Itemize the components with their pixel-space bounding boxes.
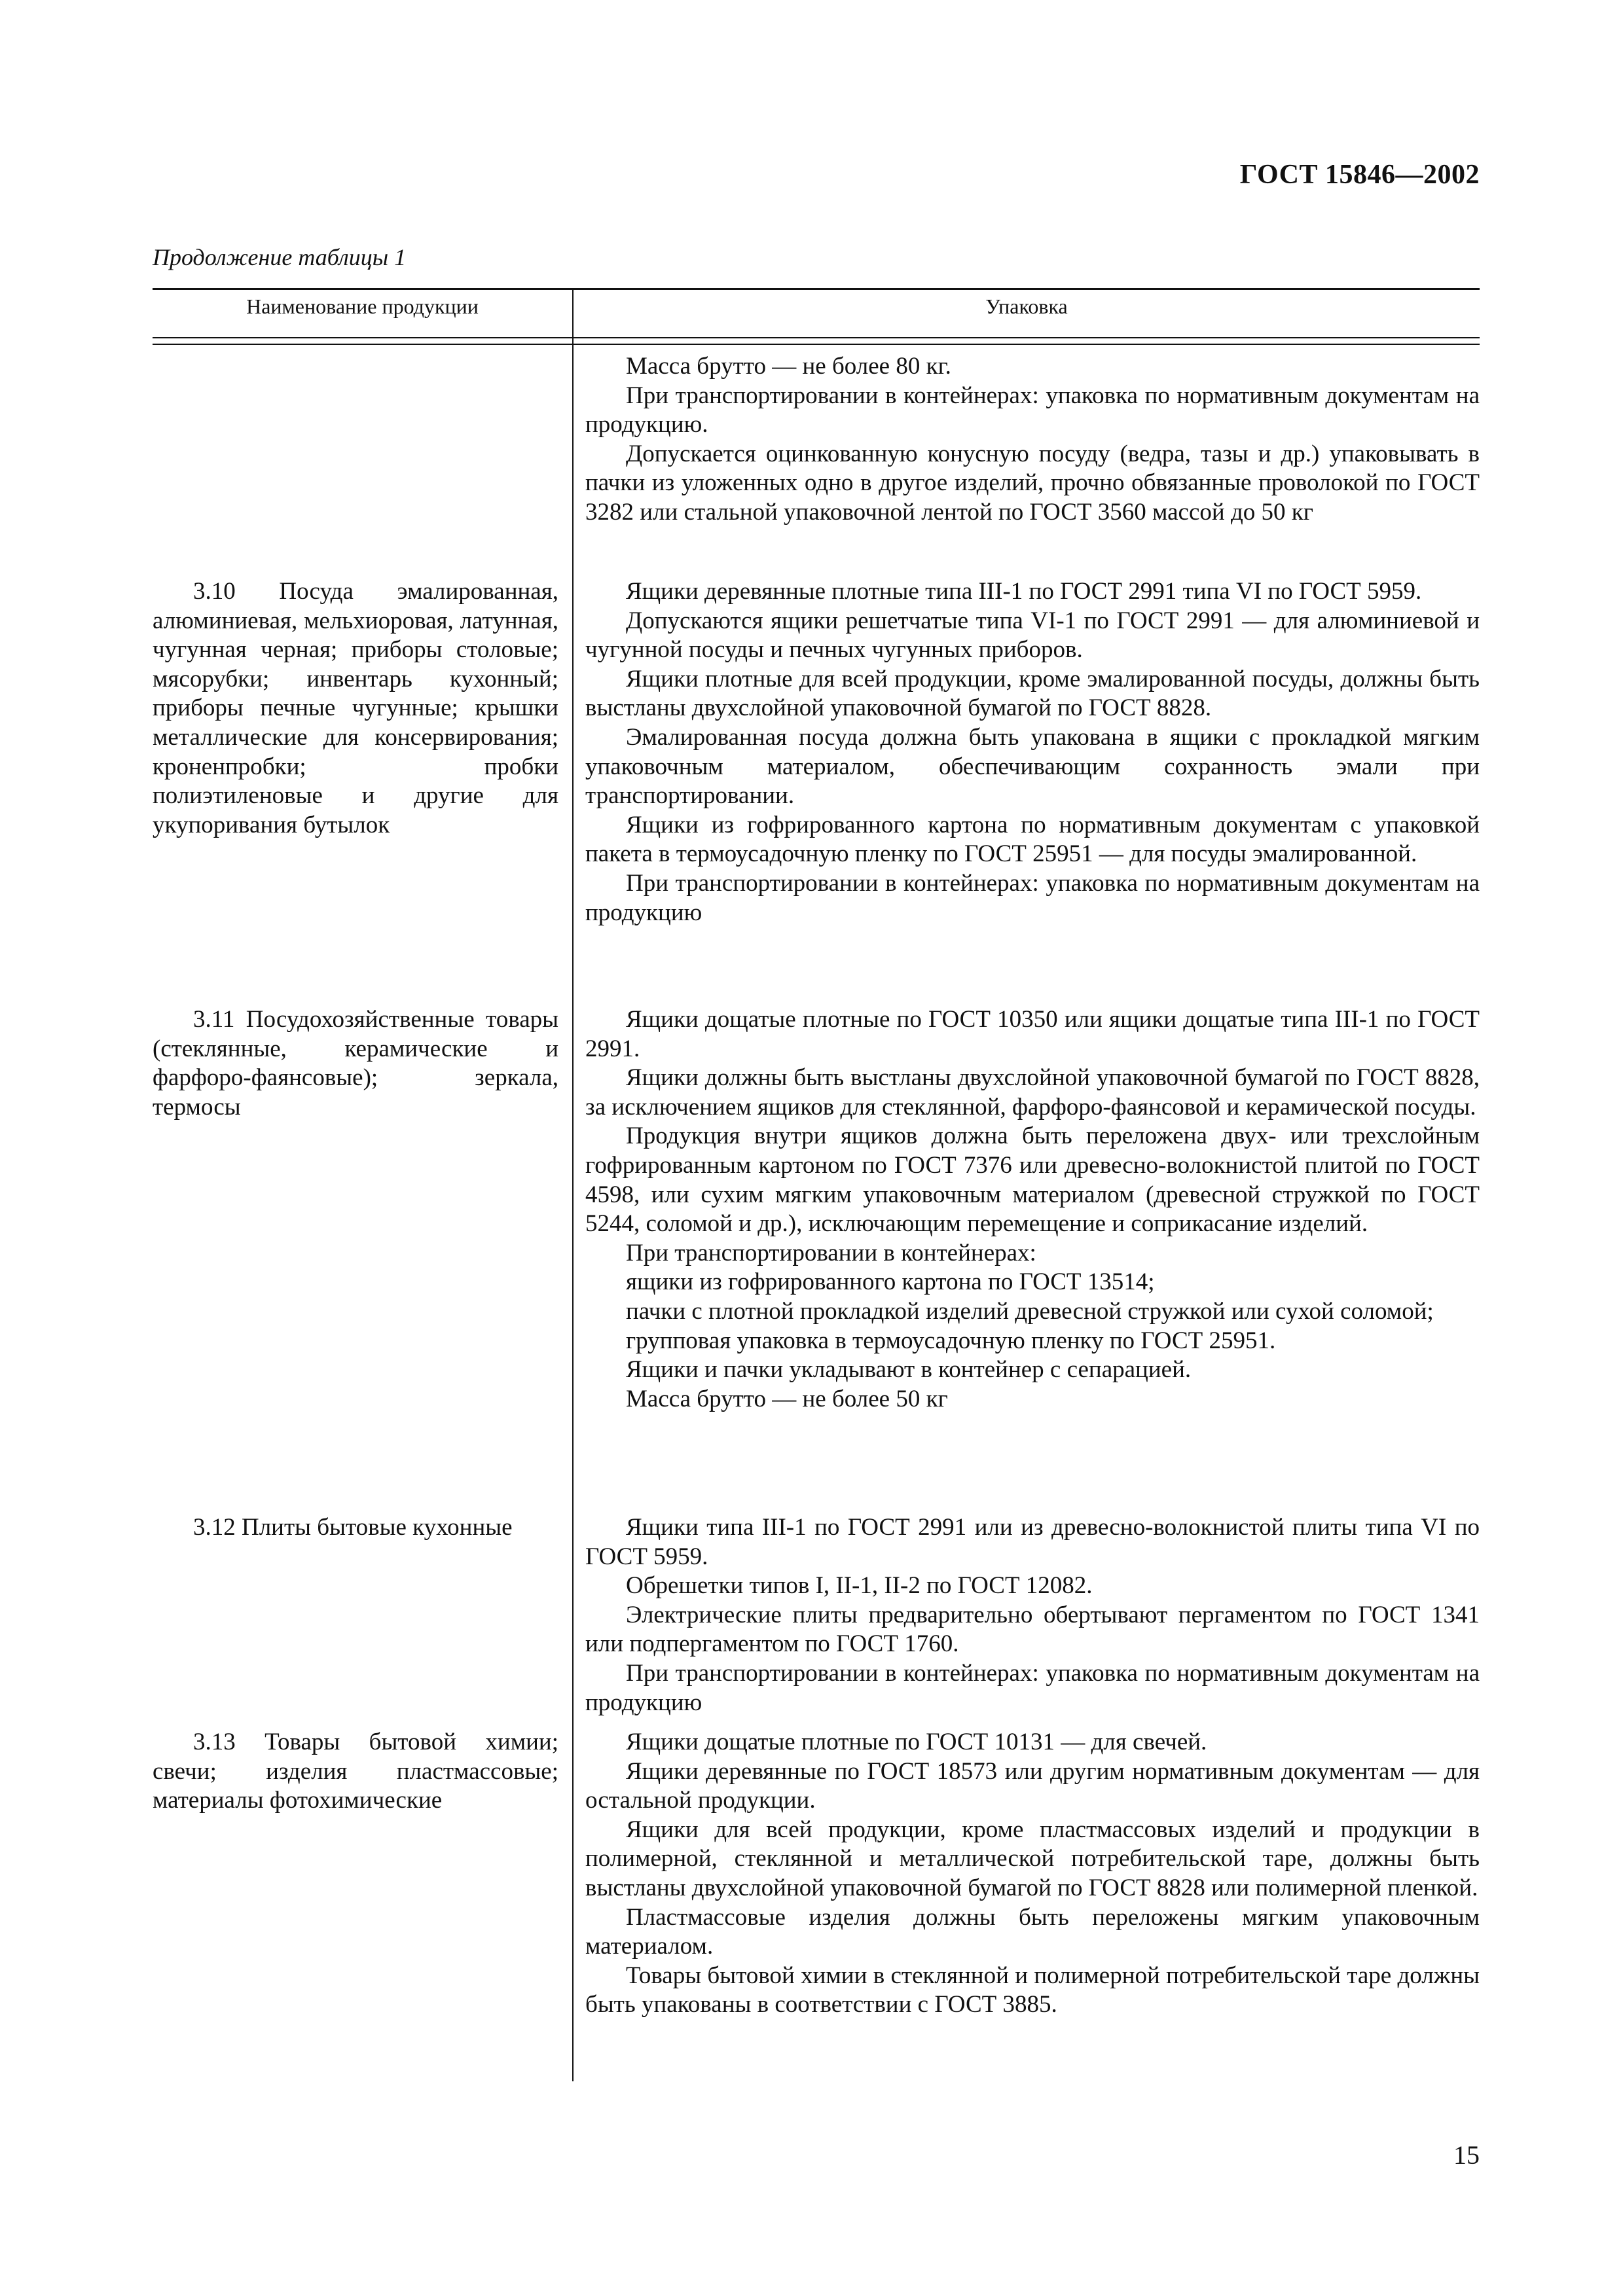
packing-paragraph: Пластмассовые изделия должны быть переложены мягким упаковочным материалом. [585, 1903, 1480, 1960]
packing-cell-3-13 [585, 1728, 1480, 2020]
packing-paragraph: Масса брутто — не более 80 кг. [626, 353, 951, 380]
product-cell-3-10 [153, 577, 558, 840]
product-cell-3-12 [153, 1513, 558, 1543]
column-header-packing: Упаковка [985, 295, 1068, 318]
header-rule-lower [153, 344, 1480, 345]
column-divider [572, 288, 574, 2081]
packing-paragraph: групповая упаковка в термоусадочную пленку по ГОСТ 25951. [626, 1327, 1276, 1354]
packing-paragraph: Ящики и пачки укладывают в контейнер с сепарацией. [626, 1356, 1192, 1384]
product-cell-3-11 [153, 1005, 558, 1122]
packing-paragraph: Товары бытовой химии в стеклянной и полимерной потребительской таре должны быть упакованы в соответствии с ГОСТ 3885. [585, 1962, 1480, 2018]
column-header-product: Наименование продукции [246, 295, 479, 318]
packing-paragraph: При транспортировании в контейнерах: упаковка по нормативным документам на продукцию [585, 1659, 1480, 1716]
packing-paragraph: пачки с плотной прокладкой изделий древесной стружкой или сухой соломой; [626, 1297, 1434, 1325]
packing-paragraph: При транспортировании в контейнерах: [626, 1239, 1036, 1266]
packing-paragraph: Ящики дощатые плотные по ГОСТ 10350 или ящики дощатые типа III-1 по ГОСТ 2991. [585, 1006, 1480, 1062]
packing-paragraph: Ящики типа III-1 по ГОСТ 2991 или из древесно-волокнистой плиты типа VI по ГОСТ 5959. [585, 1514, 1480, 1570]
standard-number: ГОСТ 15846—2002 [1239, 160, 1480, 190]
product-text: 3.11 Посудохозяйственные товары (стеклянные, керамические и фарфоро-фаянсовые); зеркала, термосы [153, 1006, 558, 1121]
product-text: 3.13 Товары бытовой химии; свечи; изделия пластмассовые; материалы фотохимические [153, 1729, 558, 1814]
packing-paragraph: ящики из гофрированного картона по ГОСТ 13514; [626, 1268, 1155, 1296]
packing-cell-3-11 [585, 1005, 1480, 1414]
packing-paragraph: При транспортировании в контейнерах: упаковка по нормативным документам на продукцию [585, 869, 1480, 926]
header-rule-upper [153, 337, 1480, 338]
packing-paragraph: Ящики плотные для всей продукции, кроме эмалированной посуды, должны быть выстланы двухслойной упаковочной бумагой по ГОСТ 8828. [585, 665, 1480, 722]
packing-paragraph: Ящики дощатые плотные по ГОСТ 10131 — для свечей. [626, 1729, 1207, 1755]
page-number: 15 [1453, 2140, 1480, 2170]
packing-paragraph: При транспортировании в контейнерах: упаковка по нормативным документам на продукцию. [585, 382, 1480, 439]
packing-paragraph: Ящики должны быть выстланы двухслойной упаковочной бумагой по ГОСТ 8828, за исключением ящиков для стеклянной, фарфоро-фаянсовой и керамической посуды. [585, 1064, 1480, 1121]
product-text: 3.12 Плиты бытовые кухонные [193, 1514, 513, 1541]
packing-paragraph: Масса брутто — не более 50 кг [626, 1385, 948, 1412]
packing-cell-3-12 [585, 1513, 1480, 1717]
product-text: 3.10 Посуда эмалированная, алюминиевая, мельхиоровая, латунная, чугунная черная; приборы столовые; мясорубки; инвентарь кухонный; приборы печные чугунные; крышки металлические для консервирования; кроненпробки; пробки полиэтиленовые и другие для укупоривания бутылок [153, 578, 558, 838]
packing-paragraph: Ящики деревянные плотные типа III-1 по ГОСТ 2991 типа VI по ГОСТ 5959. [626, 578, 1422, 605]
packing-paragraph: Допускаются ящики решетчатые типа VI-1 по ГОСТ 2991 — для алюминиевой и чугунной посуды и печных чугунных приборов. [585, 607, 1480, 664]
packing-paragraph: Ящики для всей продукции, кроме пластмассовых изделий и продукции в полимерной, стеклянной и металлической потребительской таре, должны быть выстланы двухслойной упаковочной бумагой по ГОСТ 8828 или полимерной пленкой. [585, 1816, 1480, 1901]
packing-paragraph: Обрешетки типов I, II-1, II-2 по ГОСТ 12082. [626, 1572, 1093, 1600]
packing-cell-continuation [585, 352, 1480, 528]
packing-cell-3-10 [585, 577, 1480, 927]
packing-paragraph: Эмалированная посуда должна быть упакована в ящики с прокладкой мягким упаковочным материалом, обеспечивающим сохранность эмали при транспортировании. [585, 723, 1480, 810]
packing-paragraph: Ящики деревянные по ГОСТ 18573 или другим нормативным документам — для остальной продукции. [585, 1757, 1480, 1814]
product-cell-3-13 [153, 1728, 558, 1816]
packing-paragraph: Электрические плиты предварительно обертывают пергаментом по ГОСТ 1341 или подпергаментом по ГОСТ 1760. [585, 1601, 1480, 1658]
packing-paragraph: Ящики из гофрированного картона по нормативным документам с упаковкой пакета в термоусадочную пленку по ГОСТ 25951 — для посуды эмалированной. [585, 811, 1480, 868]
packing-paragraph: Продукция внутри ящиков должна быть переложена двух- или трехслойным гофрированным картоном по ГОСТ 7376 или древесно-волокнистой плитой по ГОСТ 4598, или сухим мягким упаковочным материалом (древесной стружкой по ГОСТ 5244, соломой и др.), исключающим перемещение и соприкасание изделий. [585, 1122, 1480, 1238]
table-caption: Продолжение таблицы 1 [153, 244, 407, 270]
packing-paragraph: Допускается оцинкованную конусную посуду (ведра, тазы и др.) упаковывать в пачки из уложенных одно в другое изделий, прочно обвязанные проволокой по ГОСТ 3282 или стальной упаковочной лентой по ГОСТ 3560 массой до 50 кг [585, 440, 1480, 526]
table-top-rule [153, 288, 1480, 290]
